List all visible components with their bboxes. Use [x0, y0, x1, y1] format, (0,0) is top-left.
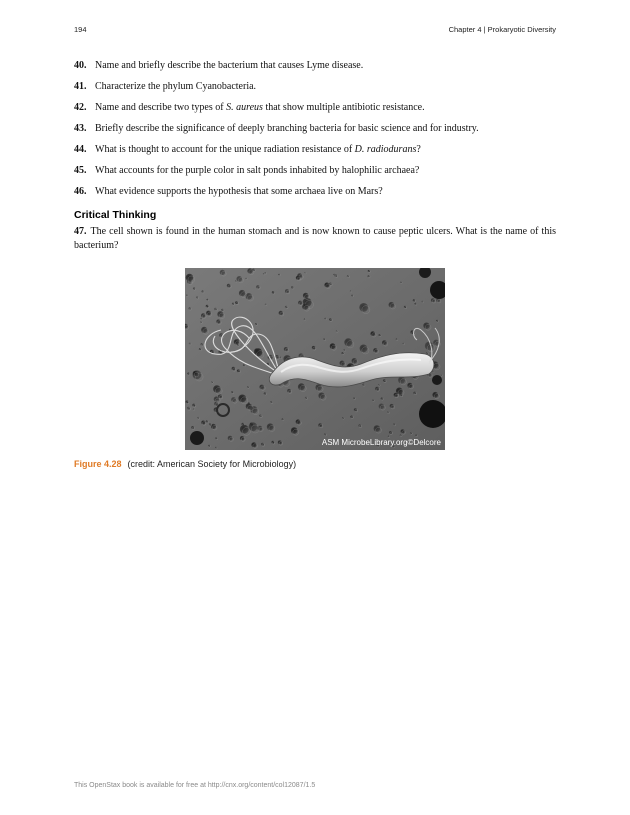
surface-pit [206, 311, 211, 316]
surface-pit [234, 339, 239, 344]
page-header [74, 25, 556, 37]
surface-pit [201, 421, 205, 425]
surface-pit [186, 401, 189, 404]
surface-pit [296, 276, 300, 280]
surface-pit [335, 274, 338, 277]
surface-pit [358, 424, 361, 427]
surface-pit [318, 423, 322, 427]
figure-caption [74, 459, 296, 469]
surface-pit [231, 397, 236, 402]
surface-pit [383, 379, 386, 382]
surface-pit [360, 345, 368, 353]
surface-pit [251, 442, 256, 447]
surface-pit [432, 392, 438, 398]
surface-pit [287, 389, 291, 393]
surface-pit [240, 436, 244, 440]
surface-pit [213, 385, 221, 393]
surface-pit [340, 361, 345, 366]
surface-pit [302, 304, 308, 310]
surface-pit [206, 305, 209, 308]
surface-pit [359, 303, 368, 312]
question-46: 46. What evidence supports the hypothesis that some archaea live on Mars? [74, 186, 383, 197]
surface-pit [382, 340, 387, 345]
surface-pit [298, 383, 305, 390]
surface-pit [396, 388, 403, 395]
surface-pit [315, 384, 321, 390]
surface-pit [259, 385, 264, 390]
surface-pit [217, 311, 223, 317]
question-42: 42. Name and describe two types of S. aureus that show multiple antibiotic resistance. [74, 102, 425, 113]
surface-pit [404, 306, 406, 308]
surface-pit [187, 407, 190, 410]
surface-pit [401, 429, 405, 433]
surface-pit [227, 284, 231, 288]
surface-pit [370, 331, 375, 336]
surface-pit [324, 433, 326, 435]
review-questions [74, 59, 558, 206]
surface-pit [279, 311, 283, 315]
surface-pit [375, 387, 379, 391]
surface-pit [398, 377, 405, 384]
figure-credit: (credit: American Society for Microbiology) [127, 459, 297, 469]
surface-pit [379, 404, 385, 410]
surface-pit [393, 423, 395, 425]
surface-pit [239, 290, 245, 296]
surface-pit [214, 308, 217, 311]
critical-thinking-heading: Critical Thinking [74, 209, 157, 221]
page-footer: This OpenStax book is available for free at http://cnx.org/content/col12087/1.5 [74, 782, 316, 789]
surface-pit [354, 408, 357, 411]
surface-pit [285, 306, 288, 309]
surface-pit [373, 348, 377, 352]
surface-pit [291, 427, 298, 434]
surface-pit [389, 431, 392, 434]
surface-pit [330, 343, 336, 349]
surface-pit [423, 323, 429, 329]
surface-pit [407, 383, 412, 388]
surface-pit [235, 301, 238, 304]
surface-pit [220, 270, 225, 275]
question-41: 41. Characterize the phylum Cyanobacteria. [74, 81, 257, 92]
surface-pit [285, 289, 289, 293]
surface-pit [329, 283, 332, 286]
surface-pit [379, 334, 381, 336]
surface-pit [374, 425, 381, 432]
surface-pit [291, 286, 294, 289]
surface-pit [261, 443, 264, 446]
surface-pit [201, 313, 205, 317]
surface-pit [431, 298, 435, 302]
surface-pit [191, 426, 194, 429]
surface-pit [312, 346, 316, 350]
image-watermark: ASM MicrobeLibrary.org©Delcore [321, 438, 441, 447]
question-44: 44. What is thought to account for the unique radiation resistance of D. radiodurans? [74, 144, 421, 155]
surface-pit [352, 358, 358, 364]
surface-pit [267, 423, 274, 430]
surface-pit [256, 285, 259, 288]
surface-pit [303, 293, 309, 299]
surface-pit [186, 274, 194, 282]
surface-pit [350, 416, 353, 419]
surface-pit [193, 371, 198, 376]
surface-pit [240, 425, 249, 434]
surface-pit [247, 268, 252, 273]
question-47: 47. The cell shown is found in the human stomach and is now known to cause peptic ulcers. What is the name of this bacterium? [74, 226, 556, 251]
surface-pit [344, 338, 352, 346]
surface-pit [390, 404, 394, 408]
surface-pit [206, 420, 208, 422]
surface-pit [232, 367, 236, 371]
surface-pit [246, 403, 252, 409]
surface-pit [192, 404, 195, 407]
surface-pit [278, 440, 282, 444]
surface-pit [228, 436, 233, 441]
surface-pit [296, 419, 301, 424]
question-40: 40. Name and briefly describe the bacterium that causes Lyme disease. [74, 60, 364, 71]
surface-pit [399, 393, 402, 396]
surface-pit [236, 276, 242, 282]
question-43: 43. Briefly describe the significance of deeply branching bacteria for basic science and for industry. [74, 123, 479, 134]
surface-pit [318, 393, 324, 399]
surface-pit [433, 340, 439, 346]
surface-pit [216, 319, 220, 323]
micrograph-image [185, 268, 445, 450]
surface-pit [209, 423, 211, 425]
surface-pit [201, 327, 207, 333]
chapter-title: Chapter 4 | Prokaryotic Diversity [448, 25, 556, 34]
surface-pit [272, 441, 275, 444]
page-number: 194 [74, 25, 87, 34]
surface-pit [189, 307, 191, 309]
surface-pit [389, 302, 395, 308]
surface-pit [324, 283, 329, 288]
surface-pit [284, 347, 288, 351]
question-45: 45. What accounts for the purple color in salt ponds inhabited by halophilic archaea? [74, 165, 420, 176]
surface-pit [298, 301, 302, 305]
surface-pit [329, 318, 332, 321]
figure-label: Figure 4.28 [74, 459, 122, 469]
surface-pit [238, 395, 246, 403]
